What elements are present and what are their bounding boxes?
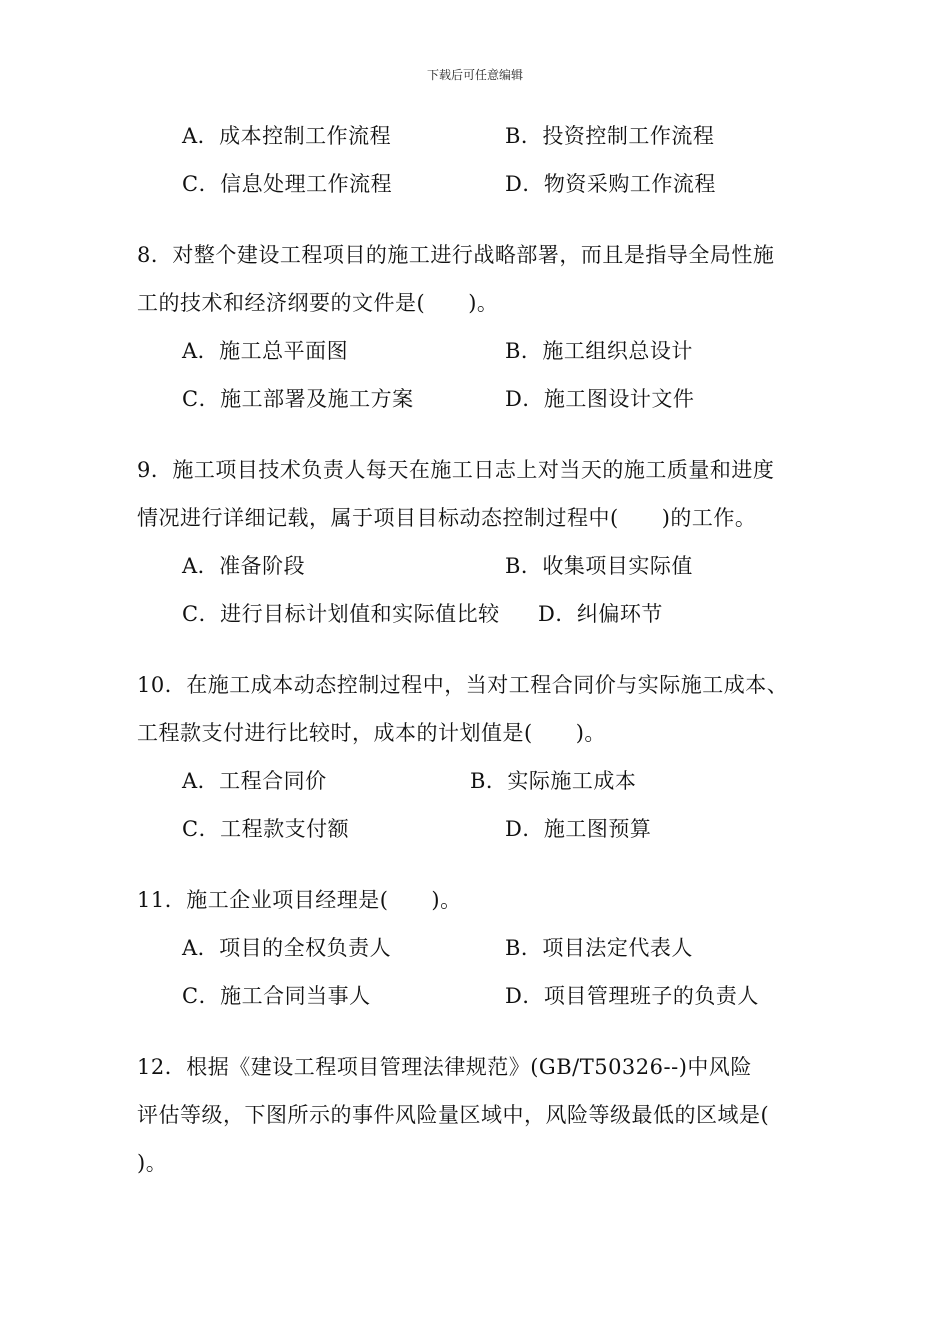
q10-option-c: C．工程款支付额 (182, 817, 350, 841)
q11-option-d: D．项目管理班子的负责人 (505, 984, 759, 1008)
q8-option-c: C．施工部署及施工方案 (182, 387, 414, 411)
q8-text-line1: 8．对整个建设工程项目的施工进行战略部署，而且是指导全局性施 (137, 243, 775, 267)
q8-text-line2: 工的技术和经济纲要的文件是( )。 (137, 291, 499, 315)
q7-option-a: A．成本控制工作流程 (182, 124, 392, 148)
q12-text-line1: 12．根据《建设工程项目管理法律规范》(GB/T50326--)中风险 (137, 1055, 752, 1079)
q9-option-c: C．进行目标计划值和实际值比较 (182, 602, 500, 626)
q7-option-c: C．信息处理工作流程 (182, 172, 393, 196)
q12-text-line3: )。 (137, 1151, 168, 1175)
q9-option-d: D．纠偏环节 (538, 602, 663, 626)
page-header: 下载后可任意编辑 (426, 68, 523, 82)
q11-option-a: A．项目的全权负责人 (182, 936, 392, 960)
q10-option-b: B．实际施工成本 (470, 769, 637, 793)
q7-option-d: D．物资采购工作流程 (505, 172, 716, 196)
q12-text-line2: 评估等级，下图所示的事件风险量区域中，风险等级最低的区域是( (137, 1103, 770, 1127)
q10-option-a: A．工程合同价 (182, 769, 327, 793)
q8-option-d: D．施工图设计文件 (505, 387, 695, 411)
q10-option-d: D．施工图预算 (505, 817, 652, 841)
q9-option-b: B．收集项目实际值 (505, 554, 693, 578)
q8-option-b: B．施工组织总设计 (505, 339, 693, 363)
q10-text-line2: 工程款支付进行比较时，成本的计划值是( )。 (137, 721, 606, 745)
q9-text-line1: 9．施工项目技术负责人每天在施工日志上对当天的施工质量和进度 (137, 458, 775, 482)
q11-text-line1: 11．施工企业项目经理是( )。 (137, 888, 462, 912)
q10-text-line1: 10．在施工成本动态控制过程中，当对工程合同价与实际施工成本、 (137, 673, 789, 697)
q11-option-b: B．项目法定代表人 (505, 936, 693, 960)
q9-text-line2: 情况进行详细记载，属于项目目标动态控制过程中( )的工作。 (137, 506, 757, 530)
q8-option-a: A．施工总平面图 (182, 339, 349, 363)
q9-option-a: A．准备阶段 (182, 554, 306, 578)
q7-option-b: B．投资控制工作流程 (505, 124, 715, 148)
q11-option-c: C．施工合同当事人 (182, 984, 371, 1008)
